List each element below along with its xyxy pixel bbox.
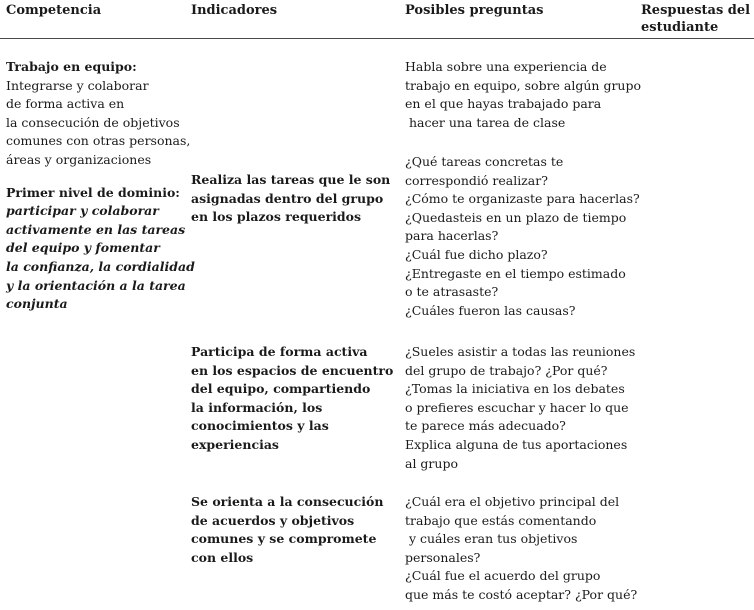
question-line: ¿Quedasteis en un plazo de tiempo bbox=[405, 209, 627, 225]
competencia-description-line: comunes con otras personas, bbox=[6, 133, 191, 149]
question-line: ¿Sueles asistir a todas las reuniones bbox=[405, 344, 636, 359]
question-line: Explica alguna de tus aportaciones bbox=[405, 436, 628, 452]
intro-question-line: hacer una tarea de clase bbox=[405, 114, 566, 130]
header-indicadores: Indicadores bbox=[191, 3, 278, 18]
competencia-level-label: Primer nivel de dominio: bbox=[6, 184, 180, 200]
spacer bbox=[6, 170, 195, 184]
competencia-description-line: de forma activa en bbox=[6, 96, 125, 112]
question-line: que más te costó aceptar? ¿Por qué? bbox=[405, 586, 638, 602]
indicator-line: en los espacios de encuentro bbox=[191, 362, 394, 378]
questions-cell bbox=[405, 493, 637, 605]
indicator-line: experiencias bbox=[191, 436, 279, 452]
question-line: ¿Cuál fue el acuerdo del grupo bbox=[405, 568, 601, 584]
competencia-level-line: participar y colaborar bbox=[6, 203, 159, 219]
competencia-description-line: Integrarse y colaborar bbox=[6, 77, 149, 93]
indicator-line: asignadas dentro del grupo bbox=[191, 190, 384, 206]
header-posibles-preguntas: Posibles preguntas bbox=[405, 3, 544, 18]
questions-cell bbox=[405, 343, 635, 473]
indicator-line: de acuerdos y objetivos bbox=[191, 512, 355, 528]
question-line: ¿Cuál era el objetivo principal del bbox=[405, 494, 620, 509]
competencia-title: Trabajo en equipo: bbox=[6, 59, 137, 74]
header-divider bbox=[0, 38, 754, 39]
competencia-cell bbox=[6, 58, 195, 314]
competencia-level-line: y la orientación a la tarea bbox=[6, 277, 186, 293]
question-line: ¿Cuál fue dicho plazo? bbox=[405, 246, 548, 262]
indicator-cell bbox=[191, 343, 393, 455]
intro-question-line: Habla sobre una experiencia de bbox=[405, 59, 607, 74]
question-line: ¿Cuáles fueron las causas? bbox=[405, 302, 576, 318]
header-competencia: Competencia bbox=[6, 3, 102, 18]
indicator-line: Realiza las tareas que le son bbox=[191, 172, 391, 187]
intro-question-cell bbox=[405, 58, 641, 132]
competencia-description-line: áreas y organizaciones bbox=[6, 151, 152, 167]
indicator-line: del equipo, compartiendo bbox=[191, 381, 371, 397]
question-line: ¿Qué tareas concretas te bbox=[405, 154, 564, 169]
question-line: al grupo bbox=[405, 455, 458, 471]
question-line: personales? bbox=[405, 549, 481, 565]
question-line: correspondió realizar? bbox=[405, 172, 548, 188]
question-line: o prefieres escuchar y hacer lo que bbox=[405, 399, 629, 415]
indicator-line: Se orienta a la consecución bbox=[191, 494, 384, 509]
intro-question-line: en el que hayas trabajado para bbox=[405, 96, 602, 112]
indicator-line: con ellos bbox=[191, 549, 254, 565]
question-line: ¿Entregaste en el tiempo estimado bbox=[405, 265, 626, 281]
question-line: o te atrasaste? bbox=[405, 284, 499, 300]
indicator-cell bbox=[191, 493, 383, 567]
indicator-line: en los plazos requeridos bbox=[191, 209, 362, 225]
questions-cell bbox=[405, 153, 640, 320]
competencia-level-line: la confianza, la cordialidad bbox=[6, 258, 195, 274]
competencia-description-line: la consecución de objetivos bbox=[6, 114, 180, 130]
question-line: para hacerlas? bbox=[405, 228, 499, 244]
competencia-level-line: del equipo y fomentar bbox=[6, 240, 160, 256]
competencia-level-line: activamente en las tareas bbox=[6, 221, 186, 237]
indicator-line: la información, los bbox=[191, 399, 323, 415]
question-line: del grupo de trabajo? ¿Por qué? bbox=[405, 362, 608, 378]
competencia-level-line: conjunta bbox=[6, 296, 68, 312]
header-respuestas bbox=[641, 2, 750, 36]
indicator-line: comunes y se compromete bbox=[191, 531, 377, 547]
question-line: ¿Tomas la iniciativa en los debates bbox=[405, 381, 625, 397]
indicator-cell bbox=[191, 171, 390, 227]
question-line: te parece más adecuado? bbox=[405, 418, 566, 434]
question-line: trabajo que estás comentando bbox=[405, 512, 597, 528]
header-respuestas-line: Respuestas del bbox=[641, 3, 751, 18]
question-line: y cuáles eran tus objetivos bbox=[405, 531, 578, 547]
question-line: ¿Cómo te organizaste para hacerlas? bbox=[405, 191, 640, 207]
indicator-line: conocimientos y las bbox=[191, 418, 329, 434]
indicator-line: Participa de forma activa bbox=[191, 344, 368, 359]
header-respuestas-line: estudiante bbox=[641, 20, 719, 35]
intro-question-line: trabajo en equipo, sobre algún grupo bbox=[405, 77, 641, 93]
